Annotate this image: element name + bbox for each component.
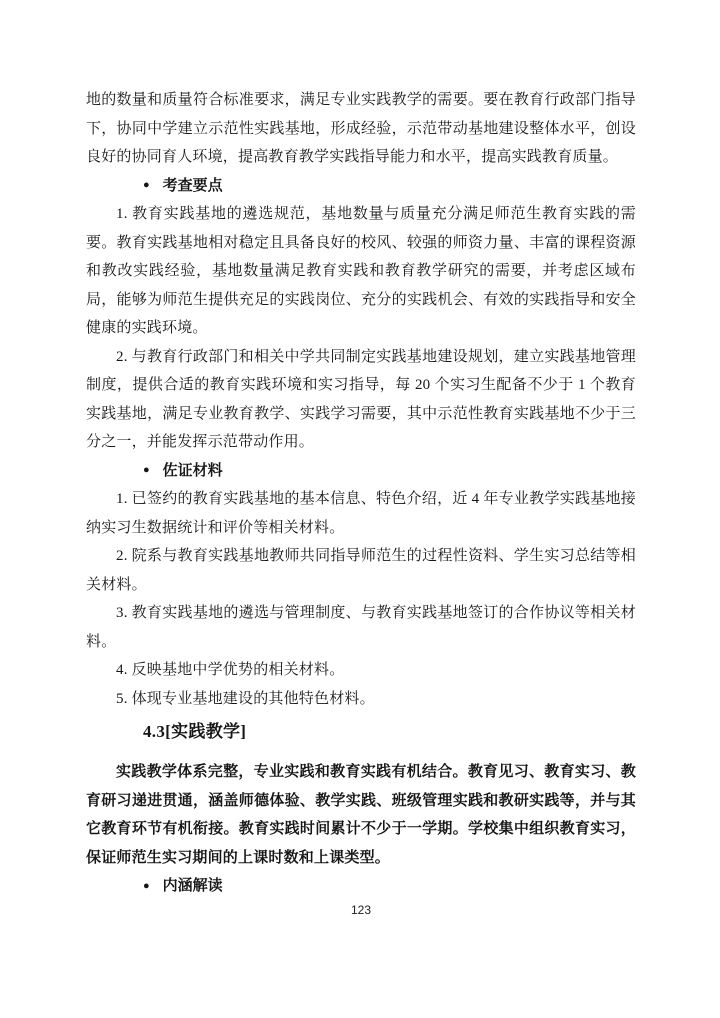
bullet-heading-label: 佐证材料 [162,462,223,479]
bullet-icon: ● [143,464,150,477]
practice-teaching-paragraph: 实践教学体系完整，专业实践和教育实践有机结合。教育见习、教育实习、教育研习递进贯通，涵盖师德体验、教学实践、班级管理实践和教研实践等，并与其它教育环节有机衔接。教育实践时间累计不少于一学期。学校集中组织教育实习，保证师范生实习期间的上课时数和上课类型。 [86,764,636,866]
bullet-heading-label: 内涵解读 [162,878,223,894]
zuozheng-item-1: 1. 已签约的教育实践基地的基本信息、特色介绍，近 4 年专业教学实践基地接纳实习生数据统计和评价等相关材料。 [86,491,636,536]
zuozheng-item-4: 4. 反映基地中学优势的相关材料。 [116,662,345,678]
kaocha-item-2: 2. 与教育行政部门和相关中学共同制定实践基地建设规划，建立实践基地管理制度，提供合适的教育实践环境和实习指导，每 20 个实习生配备不少于 1 个教育实践基地，满足专业教育教学、实践学习需要，其中示范性教育实践基地不少于三分之一，并能发挥示范带动作用。 [86,348,636,450]
bullet-heading-kaocha-yaodian [86,172,636,201]
kaocha-item-1: 1. 教育实践基地的遴选规范，基地数量与质量充分满足师范生教育实践的需要。教育实践基地相对稳定且具备良好的校风、较强的师资力量、丰富的课程资源和教改实践经验，基地数量满足教育实践和教育教学研究的需要，并考虑区域布局，能够为师范生提供充足的实践岗位、充分的实践机会、有效的实践指导和安全健康的实践环境。 [86,206,636,336]
bullet-icon: ● [143,179,150,192]
zuozheng-item-5: 5. 体现专业基地建设的其他特色材料。 [116,690,375,707]
bullet-icon: ● [143,879,150,892]
page-number: 123 [350,902,372,917]
bullet-heading-label: 考查要点 [162,177,223,194]
bullet-heading-zuozheng-cailiao [86,457,636,486]
zuozheng-item-2: 2. 院系与教育实践基地教师共同指导师范生的过程性资料、学生实习总结等相关材料。 [86,548,636,593]
bullet-heading-neihan-jiedu [86,872,636,901]
paragraph-continuation: 地的数量和质量符合标准要求，满足专业实践教学的需要。要在教育行政部门指导下，协同中学建立示范性实践基地，形成经验，示范带动基地建设整体水平，创设良好的协同育人环境，提高教育教学实践指导能力和水平，提高实践教育质量。 [86,92,636,165]
zuozheng-item-3: 3. 教育实践基地的遴选与管理制度、与教育实践基地签订的合作协议等相关材料。 [86,605,636,650]
section-heading-4-3: 4.3[实践教学] [143,722,247,741]
